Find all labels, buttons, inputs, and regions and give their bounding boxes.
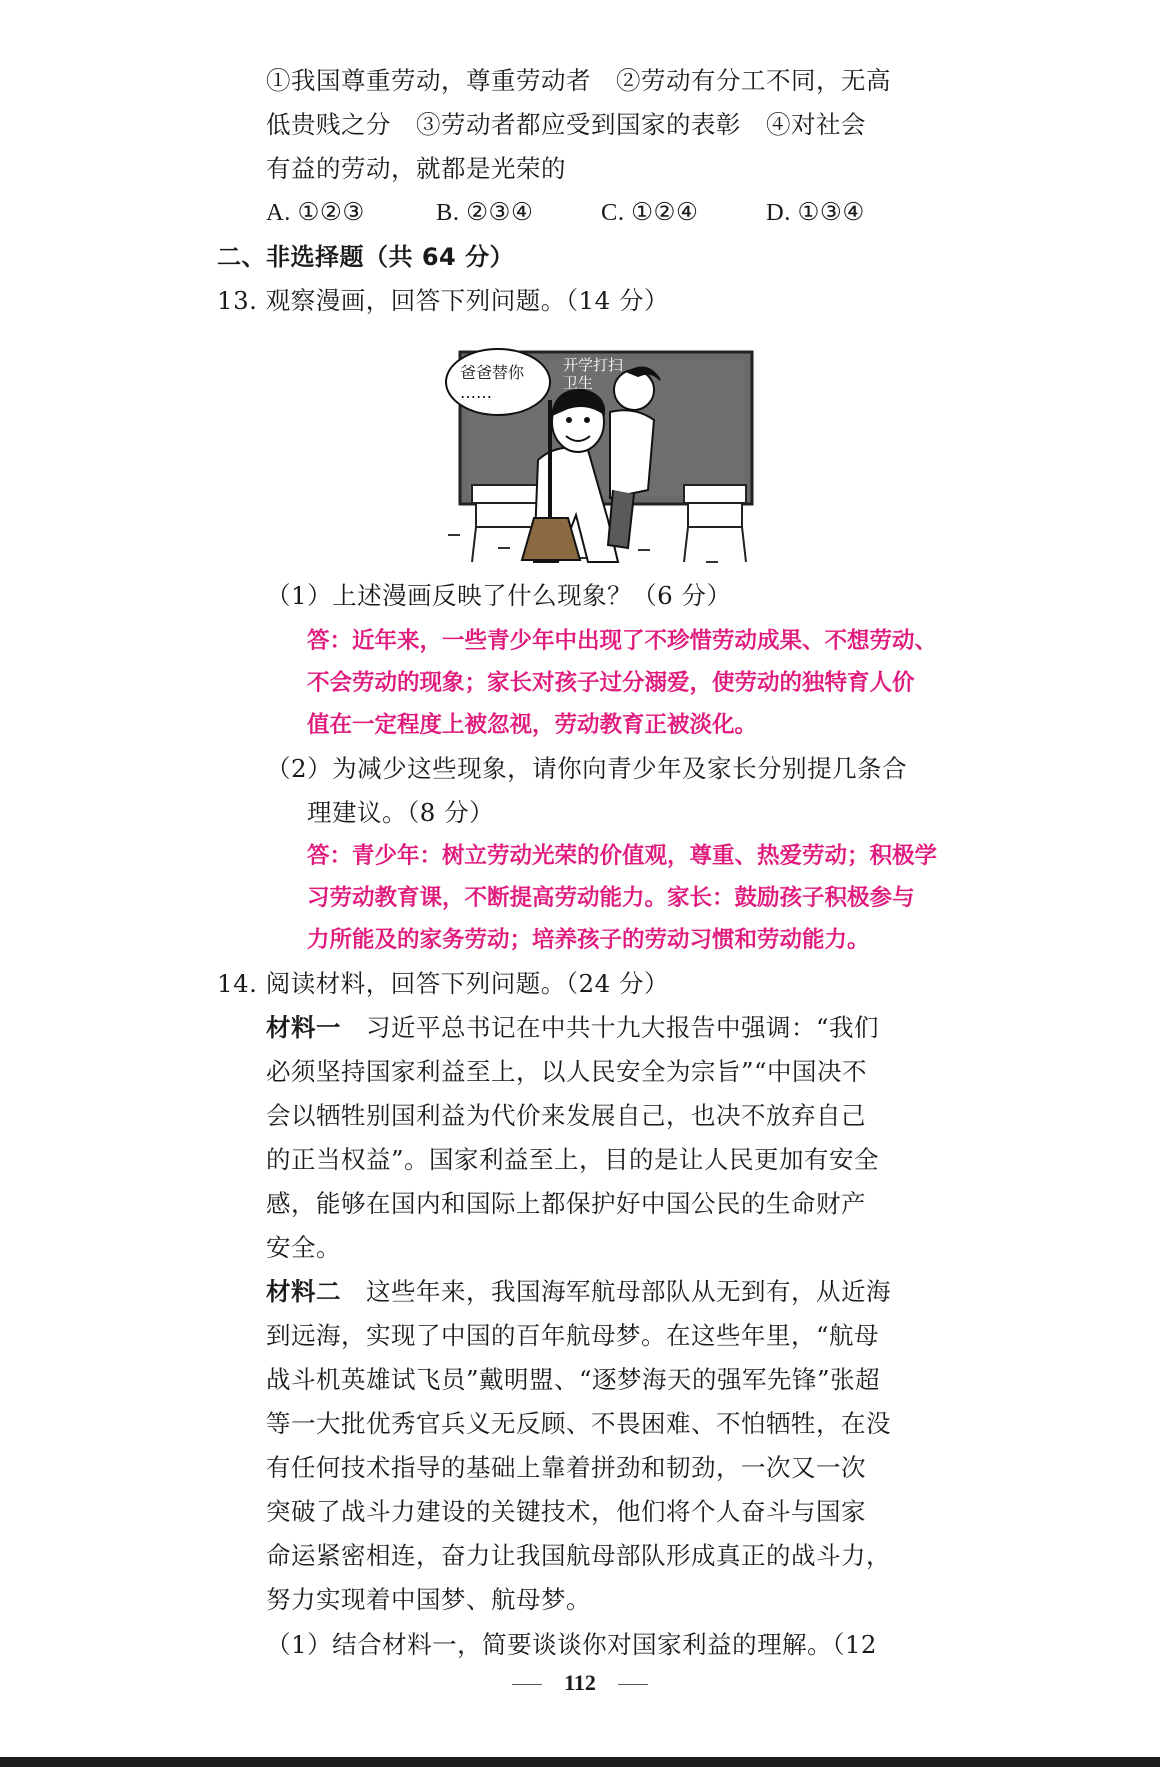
material-1-label: 材料一: [266, 1013, 341, 1042]
page-number: [0, 1670, 1160, 1696]
material-1-line-3: 会以牺牲别国利益为代价来发展自己，也决不放弃自己: [266, 1101, 866, 1130]
q13-answer1-line-2: 不会劳动的现象；家长对孩子过分溺爱，使劳动的独特育人价: [307, 670, 915, 696]
material-2-text: 这些年来，我国海军航母部队从无到有，从近海: [341, 1277, 891, 1306]
material-2-line-2: 到远海，实现了中国的百年航母梦。在这些年里，“航母: [266, 1321, 880, 1350]
choice-b: B. ②③④: [436, 199, 534, 226]
material-2-line-1: [266, 1274, 891, 1310]
q13-answer2-line-1: 答：青少年：树立劳动光荣的价值观，尊重、热爱劳动；积极学: [307, 843, 938, 869]
q12-statement-line-3: 有益的劳动，就都是光荣的: [266, 154, 566, 183]
q14-sub1: （1）结合材料一，简要谈谈你对国家利益的理解。（12: [266, 1630, 878, 1659]
bubble-text-line-2: ……: [460, 383, 492, 402]
desk-right: [684, 485, 746, 562]
q12-choices: [266, 195, 865, 231]
q12-statement-line-2: 低贵贱之分 ③劳动者都应受到国家的表彰 ④对社会: [266, 110, 866, 139]
q12-statement-line-1: ①我国尊重劳动，尊重劳动者 ②劳动有分工不同，无高: [266, 66, 891, 95]
cartoon-illustration: [438, 330, 758, 570]
q14-stem: 14. 阅读材料，回答下列问题。（24 分）: [217, 969, 669, 998]
choice-c: C. ①②④: [601, 199, 699, 226]
q13-sub1: （1）上述漫画反映了什么现象？（6 分）: [266, 581, 732, 610]
speech-bubble: [446, 349, 550, 415]
material-2-line-7: 命运紧密相连，奋力让我国航母部队形成真正的战斗力，: [266, 1541, 891, 1570]
q13-stem: 13. 观察漫画，回答下列问题。（14 分）: [217, 286, 669, 315]
q13-answer1-line-3: 值在一定程度上被忽视，劳动教育正被淡化。: [307, 712, 758, 738]
material-1-line-4: 的正当权益”。国家利益至上，目的是让人民更加有安全: [266, 1145, 880, 1174]
material-2-label: 材料二: [266, 1277, 341, 1306]
material-2-line-4: 等一大批优秀官兵义无反顾、不畏困难、不怕牺牲，在没: [266, 1409, 891, 1438]
board-text-line-1: 开学打扫: [563, 356, 624, 374]
bottom-edge-bar: [0, 1757, 1160, 1767]
material-1-line-2: 必须坚持国家利益至上，以人民安全为宗旨”“中国决不: [266, 1057, 868, 1086]
q13-answer2-line-2: 习劳动教育课，不断提高劳动能力。家长：鼓励孩子积极参与: [307, 885, 915, 911]
material-1-line-1: [266, 1010, 879, 1046]
material-2-line-3: 战斗机英雄试飞员”戴明盟、“逐梦海天的强军先锋”张超: [266, 1365, 881, 1394]
material-2-line-8: 努力实现着中国梦、航母梦。: [266, 1585, 591, 1614]
page-number-dash-right: [618, 1684, 648, 1685]
material-1-line-5: 感，能够在国内和国际上都保护好中国公民的生命财产: [266, 1189, 866, 1218]
choice-d: D. ①③④: [766, 199, 865, 226]
choice-a: A. ①②③: [266, 199, 365, 226]
q13-sub2-line-2: 理建议。（8 分）: [307, 798, 495, 827]
section-heading: 二、非选择题（共 64 分）: [217, 243, 515, 271]
board-text-line-2: 卫生: [563, 374, 594, 392]
material-2-line-6: 突破了战斗力建设的关键技术，他们将个人奋斗与国家: [266, 1497, 866, 1526]
page-number-dash-left: [512, 1684, 542, 1685]
bubble-text-line-1: 爸爸替你: [460, 363, 525, 382]
q13-sub2-line-1: （2）为减少这些现象，请你向青少年及家长分别提几条合: [266, 754, 908, 783]
q13-answer1-line-1: 答：近年来，一些青少年中出现了不珍惜劳动成果、不想劳动、: [307, 628, 938, 654]
material-2-line-5: 有任何技术指导的基础上靠着拼劲和韧劲，一次又一次: [266, 1453, 866, 1482]
page-number-text: 112: [564, 1670, 596, 1695]
material-1-text: 习近平总书记在中共十九大报告中强调：“我们: [341, 1013, 880, 1042]
q13-answer2-line-3: 力所能及的家务劳动；培养孩子的劳动习惯和劳动能力。: [307, 927, 870, 953]
material-1-line-6: 安全。: [266, 1233, 341, 1262]
